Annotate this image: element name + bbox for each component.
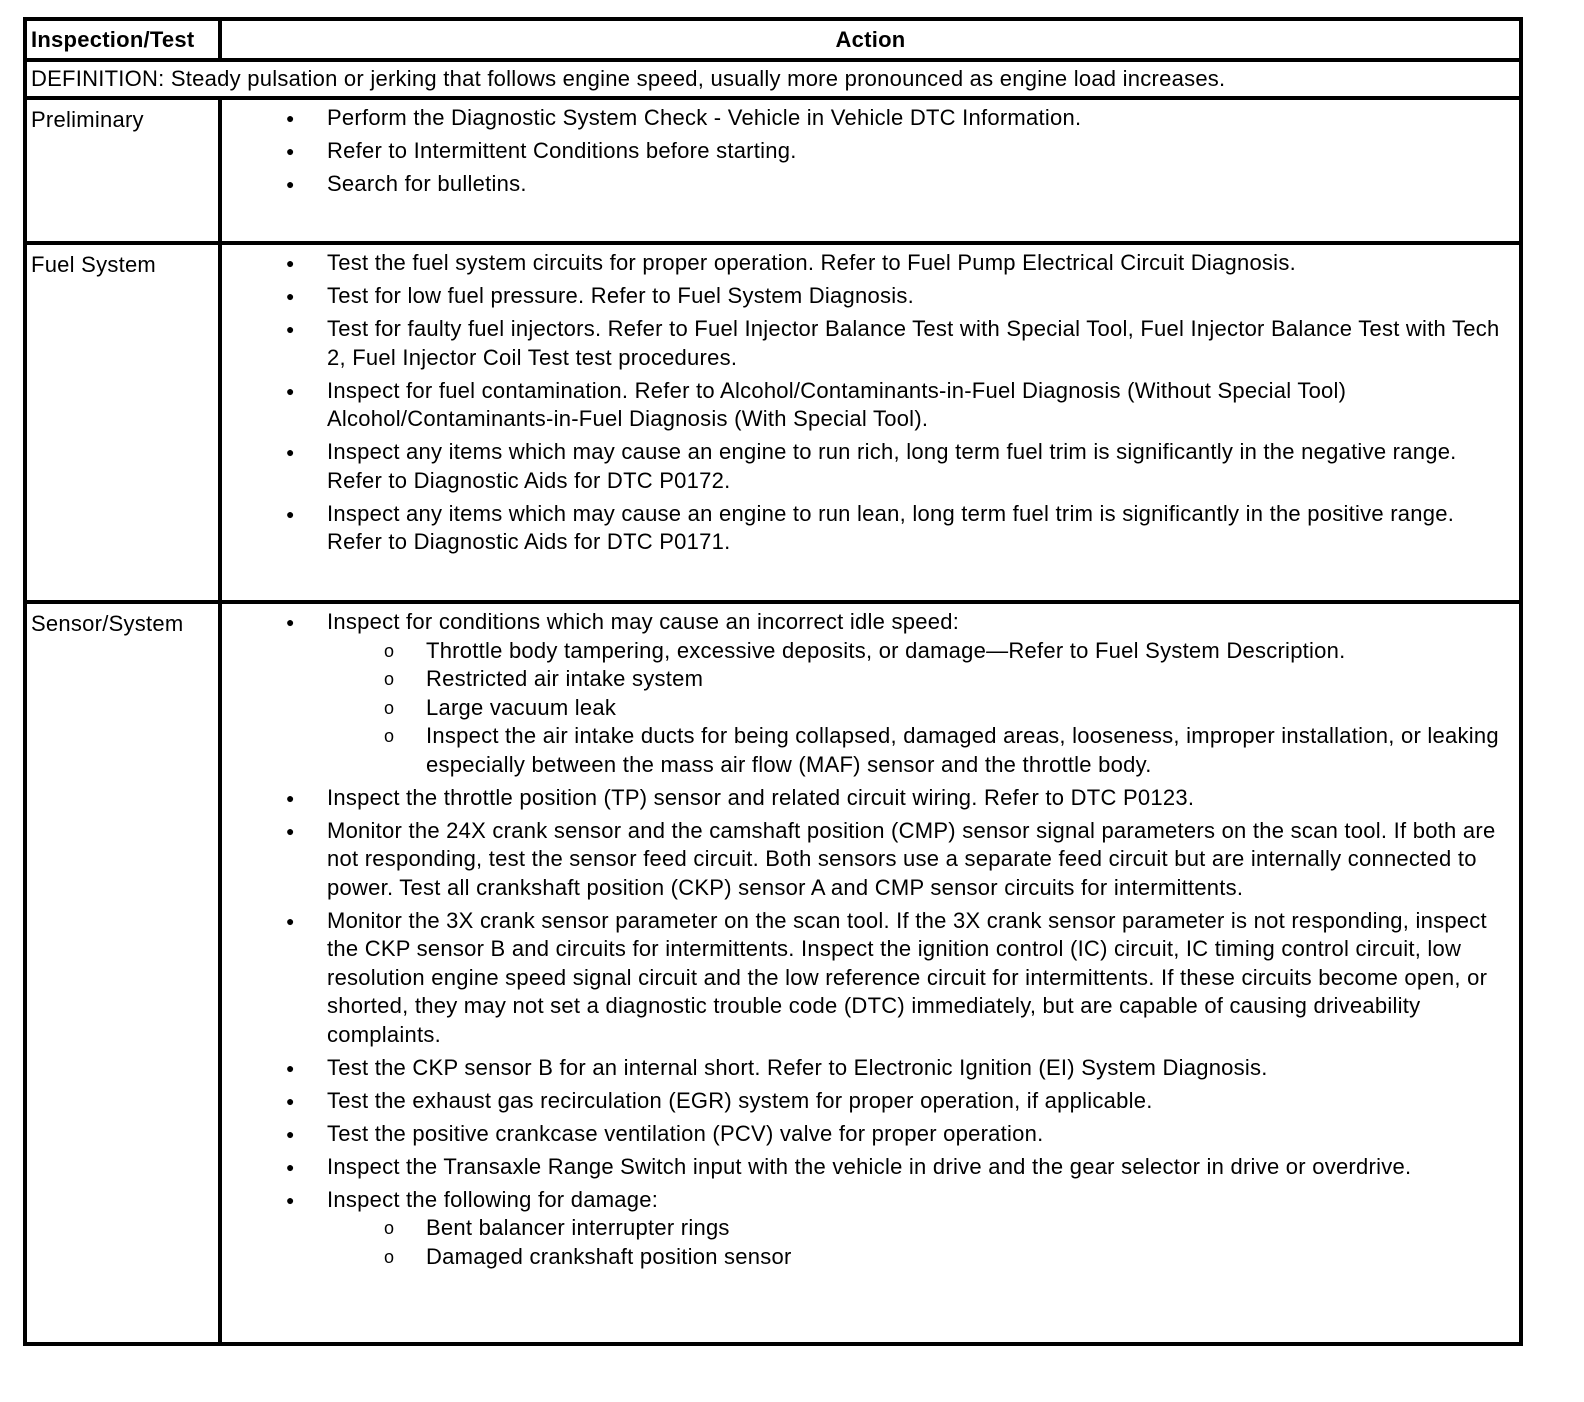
- list-item: [286, 137, 1515, 166]
- circle-bullet-icon: o: [384, 1218, 395, 1238]
- header-action: Action: [220, 19, 1521, 60]
- definition-row: [25, 60, 1521, 98]
- bullet-icon: ●: [286, 1191, 295, 1208]
- diagnostic-table: [23, 17, 1523, 1346]
- row-label: Fuel System: [25, 243, 220, 602]
- sub-list-item-text: Bent balancer interrupter rings: [426, 1215, 730, 1240]
- list-item-text: Test for faulty fuel injectors. Refer to Fuel Injector Balance Test with Special Tool, Fuel Injector Balance Test with Tech 2, Fuel Injector Coil Test test procedures.: [327, 316, 1500, 370]
- bullet-icon: ●: [286, 110, 295, 126]
- definition-text: DEFINITION: Steady pulsation or jerking that follows engine speed, usually more pronounced as engine load increases.: [25, 60, 1521, 98]
- bullet-icon: ●: [286, 614, 295, 630]
- bullet-icon: ●: [286, 143, 295, 159]
- sub-list-item-text: Large vacuum leak: [426, 694, 617, 720]
- circle-bullet-icon: o: [384, 669, 395, 689]
- action-cell: [220, 98, 1521, 243]
- bullet-icon: ●: [286, 288, 295, 304]
- bullet-icon: ●: [286, 382, 295, 399]
- list-item-text: Inspect the throttle position (TP) sensor and related circuit wiring. Refer to DTC P0123.: [327, 784, 1195, 810]
- circle-bullet-icon: o: [384, 697, 395, 718]
- list-item: [286, 1087, 1515, 1116]
- list-item-text: Inspect any items which may cause an engine to run rich, long term fuel trim is significantly in the negative range. Refer to Diagnostic Aids for DTC P0172.: [327, 439, 1457, 493]
- action-list: [226, 249, 1515, 557]
- action-cell: [220, 243, 1521, 602]
- list-item: [286, 170, 1515, 199]
- list-item: [286, 249, 1515, 278]
- list-item: [286, 282, 1515, 311]
- list-item-text: Test the fuel system circuits for proper operation. Refer to Fuel Pump Electrical Circuit Diagnosis.: [327, 250, 1296, 275]
- list-item-text: Test the exhaust gas recirculation (EGR) system for proper operation, if applicable.: [327, 1087, 1153, 1113]
- sub-list-item-text: Throttle body tampering, excessive deposits, or damage—Refer to Fuel System Description.: [426, 637, 1346, 663]
- table-row: [25, 98, 1521, 243]
- bullet-icon: ●: [286, 912, 295, 929]
- list-item-text: Refer to Intermittent Conditions before starting.: [327, 138, 797, 163]
- header-inspection-test: Inspection/Test: [25, 19, 220, 60]
- list-item-text: Search for bulletins.: [327, 171, 527, 196]
- list-item: [286, 500, 1515, 557]
- list-item: [286, 608, 1515, 779]
- list-item-text: Inspect the following for damage:: [327, 1186, 659, 1212]
- list-item-text: Monitor the 3X crank sensor parameter on the scan tool. If the 3X crank sensor parameter is not responding, inspect the CKP sensor B and circuits for intermittents. Inspect the ignition control (IC) circuit, IC timing control circuit, low resolution engine speed signal circuit and the low reference circuit for intermittents. If these circuits become open, or shorted, they may not set a diagnostic trouble code (DTC) immediately, but are capable of causing driveability complaints.: [327, 907, 1488, 1047]
- list-item: [286, 907, 1515, 1050]
- bullet-icon: ●: [286, 1059, 295, 1076]
- circle-bullet-icon: o: [384, 726, 395, 746]
- sub-list-item-text: Inspect the air intake ducts for being collapsed, damaged areas, looseness, improper installation, or leaking especially between the mass air flow (MAF) sensor and the throttle body.: [426, 723, 1499, 777]
- bullet-icon: ●: [286, 255, 295, 271]
- list-item-text: Monitor the 24X crank sensor and the camshaft position (CMP) sensor signal parameters on the scan tool. If both are not responding, test the sensor feed circuit. Both sensors use a separate feed circuit but are internally connected to power. Test all crankshaft position (CKP) sensor A and CMP sensor circuits for intermittents.: [327, 817, 1496, 900]
- row-label: Sensor/System: [25, 602, 220, 1344]
- sub-list-item: [384, 722, 1515, 779]
- list-item: [286, 1153, 1515, 1182]
- bullet-icon: ●: [286, 789, 295, 806]
- row-label: Preliminary: [25, 98, 220, 243]
- bullet-icon: ●: [286, 321, 295, 337]
- bullet-icon: ●: [286, 1125, 295, 1142]
- list-item-text: Inspect any items which may cause an engine to run lean, long term fuel trim is significantly in the positive range. Refer to Diagnostic Aids for DTC P0171.: [327, 500, 1455, 554]
- list-item-text: Inspect the Transaxle Range Switch input with the vehicle in drive and the gear selector in drive or overdrive.: [327, 1153, 1412, 1179]
- action-cell: [220, 602, 1521, 1344]
- list-item: [286, 315, 1515, 372]
- header-row: [25, 19, 1521, 60]
- action-list: [226, 104, 1515, 199]
- list-item-text: Test the CKP sensor B for an internal short. Refer to Electronic Ignition (EI) System Diagnosis.: [327, 1054, 1268, 1080]
- sub-list-item: [384, 637, 1515, 666]
- list-item: [286, 377, 1515, 434]
- circle-bullet-icon: o: [384, 640, 395, 661]
- bullet-icon: ●: [286, 176, 295, 192]
- sub-list-item: [384, 694, 1515, 723]
- list-item-text: Perform the Diagnostic System Check - Vehicle in Vehicle DTC Information.: [327, 105, 1082, 130]
- list-item: [286, 438, 1515, 495]
- list-item: [286, 104, 1515, 133]
- sub-list: [327, 637, 1515, 780]
- list-item: [286, 1054, 1515, 1083]
- sub-list: [327, 1214, 1515, 1271]
- bullet-icon: ●: [286, 505, 295, 522]
- bullet-icon: ●: [286, 1158, 295, 1175]
- list-item-text: Test for low fuel pressure. Refer to Fuel System Diagnosis.: [327, 283, 914, 308]
- list-item: [286, 1186, 1515, 1272]
- action-list: [226, 608, 1515, 1271]
- bullet-icon: ●: [286, 1092, 295, 1109]
- sub-list-item: [384, 665, 1515, 694]
- sub-list-item-text: Damaged crankshaft position sensor: [426, 1243, 792, 1269]
- list-item-text: Test the positive crankcase ventilation (PCV) valve for proper operation.: [327, 1120, 1044, 1146]
- circle-bullet-icon: o: [384, 1246, 395, 1267]
- list-item-text: Inspect for conditions which may cause an incorrect idle speed:: [327, 609, 960, 634]
- sub-list-item: [384, 1243, 1515, 1272]
- list-item: [286, 1120, 1515, 1149]
- list-item: [286, 784, 1515, 813]
- list-item: [286, 817, 1515, 903]
- list-item-text: Inspect for fuel contamination. Refer to Alcohol/Contaminants-in-Fuel Diagnosis (Without Special Tool) Alcohol/Contaminants-in-Fuel Diagnosis (With Special Tool).: [327, 377, 1347, 431]
- bullet-icon: ●: [286, 444, 295, 460]
- bullet-icon: ●: [286, 822, 295, 839]
- table-row: [25, 243, 1521, 602]
- sub-list-item: [384, 1214, 1515, 1243]
- table-row: [25, 602, 1521, 1344]
- sub-list-item-text: Restricted air intake system: [426, 666, 704, 691]
